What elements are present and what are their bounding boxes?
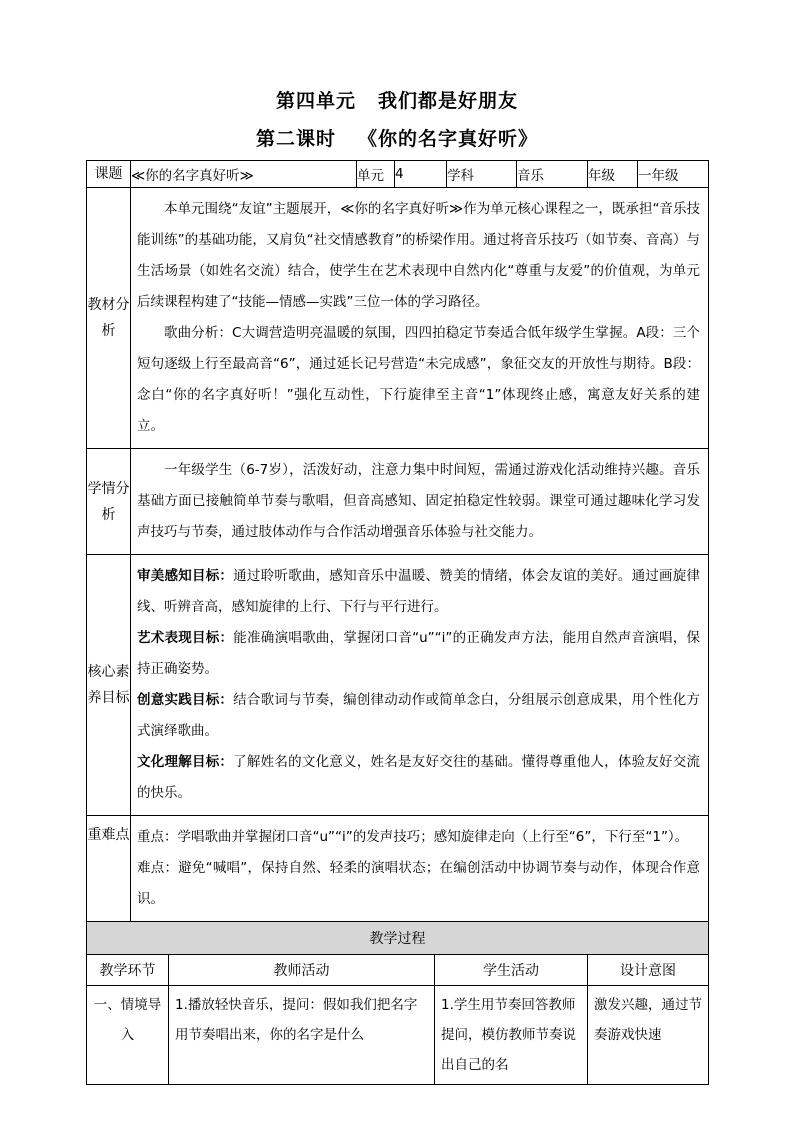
keypoints-content <box>131 816 709 922</box>
lesson-heading: 第二课时 《你的名字真好听》 <box>255 128 539 150</box>
teacher-activity-cell: 1.播放轻快音乐，提问：假如我们把名字用节奏唱出来，你的名字是什么 <box>169 986 435 1085</box>
song-analysis-paragraph: 歌曲分析：C大调营造明亮温暖的氛围，四四拍稳定节奏适合低年级学生掌握。A段：三个短句逐级上行至最高音“6”，通过延长记号营造“未完成感”，象征交友的开放性与期待。B段：念白“你的名字真好听！”强化互动性，下行旋律至主音“1”体现终止感，寓意友好关系的建立。 <box>137 325 701 434</box>
unit-heading: 第四单元 我们都是好朋友 <box>275 90 519 112</box>
lesson-plan-table <box>86 160 709 1085</box>
key-point: 重点：学唱歌曲并掌握闭口音“u”“i”的发声技巧；感知旋律走向（上行至“6”，下行至“1”）。 <box>137 829 689 845</box>
material-label: 教材分析 <box>87 188 131 449</box>
col-header-student: 学生活动 <box>435 955 588 986</box>
goal-expression: 艺术表现目标：能准确演唱歌曲，掌握闭口音“u”“i”的正确发声方法，能用自然声音演唱，保持正确姿势。 <box>137 630 701 677</box>
grade-label: 年级 <box>588 161 638 188</box>
subject-label: 学科 <box>447 161 517 188</box>
col-header-teacher: 教师活动 <box>169 955 435 986</box>
stage-cell: 一、情境导入 <box>87 986 169 1085</box>
goal-culture: 文化理解目标：了解姓名的文化意义，姓名是友好交往的基础。懂得尊重他人，体验友好交流的快乐。 <box>137 754 701 801</box>
material-content <box>131 188 709 449</box>
material-row <box>87 188 709 449</box>
learner-content <box>131 449 709 555</box>
grade-value: 一年级 <box>638 161 709 188</box>
literacy-label: 核心素养目标 <box>87 555 131 816</box>
difficult-point: 难点：避免“喊唱”，保持自然、轻柔的演唱状态；在编创活动中协调节奏与动作，体现合作意识。 <box>137 860 701 907</box>
student-activity-cell: 1.学生用节奏回答教师提问，模仿教师节奏说出自己的名 <box>435 986 588 1085</box>
learner-paragraph: 一年级学生（6-7岁），活泼好动，注意力集中时间短，需通过游戏化活动维持兴趣。音乐基础方面已接触简单节奏与歌唱，但音高感知、固定拍稳定性较弱。课堂可通过趣味化学习发声技巧与节奏，通过肢体动作与合作活动增强音乐体验与社交能力。 <box>137 462 701 540</box>
process-header-row <box>87 955 709 986</box>
goal-creative: 创意实践目标：结合歌词与节奏，编创律动动作或简单念白，分组展示创意成果，用个性化方式演绎歌曲。 <box>137 692 701 739</box>
learner-label: 学情分析 <box>87 449 131 555</box>
process-row <box>87 986 709 1085</box>
literacy-content <box>131 555 709 816</box>
literacy-row <box>87 555 709 816</box>
topic-value: ≪你的名字真好听≫ <box>131 161 357 188</box>
process-section-title: 教学过程 <box>87 922 709 955</box>
subject-value: 音乐 <box>517 161 588 188</box>
col-header-stage: 教学环节 <box>87 955 169 986</box>
material-paragraph: 本单元围绕“友谊”主题展开，≪你的名字真好听≫作为单元核心课程之一，既承担“音乐技能训练”的基础功能，又肩负“社交情感教育”的桥梁作用。通过将音乐技巧（如节奏、音高）与生活场景（如姓名交流）结合，使学生在艺术表现中自然内化“尊重与友爱”的价值观，为单元后续课程构建了“技能—情感—实践”三位一体的学习路径。 <box>137 201 701 310</box>
unit-value: 4 <box>395 161 447 188</box>
unit-label: 单元 <box>357 161 395 188</box>
goal-aesthetic: 审美感知目标：通过聆听歌曲，感知音乐中温暖、赞美的情绪，体会友谊的美好。通过画旋律线、听辨音高，感知旋律的上行、下行与平行进行。 <box>137 568 701 615</box>
learner-row <box>87 449 709 555</box>
keypoints-row <box>87 816 709 922</box>
intent-cell: 激发兴趣，通过节奏游戏快速 <box>588 986 709 1085</box>
topic-label: 课题 <box>87 161 131 188</box>
info-row <box>87 161 709 188</box>
keypoints-label: 重难点 <box>87 816 131 922</box>
col-header-intent: 设计意图 <box>588 955 709 986</box>
